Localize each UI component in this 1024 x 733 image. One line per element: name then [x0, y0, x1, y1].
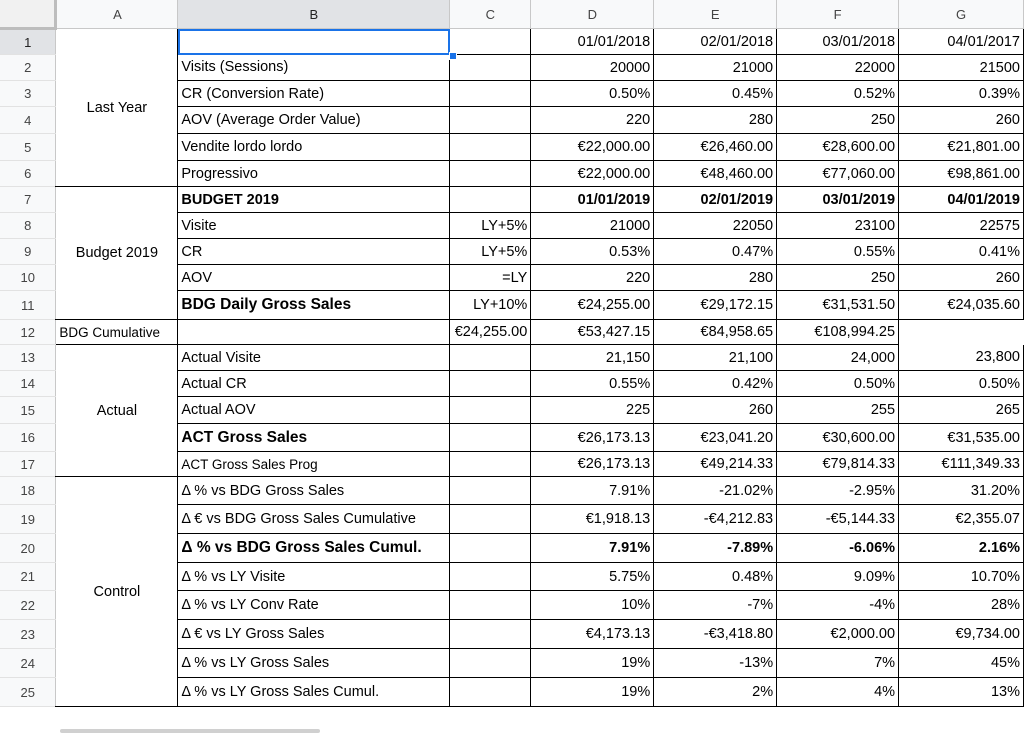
row-header[interactable]: 6 [0, 161, 56, 187]
value-cell-f[interactable]: 250 [777, 107, 899, 134]
value-cell-g[interactable]: €2,355.07 [899, 505, 1024, 534]
value-cell-g[interactable]: 45% [899, 649, 1024, 678]
value-cell-f[interactable]: €84,958.65 [654, 320, 777, 345]
rule-cell[interactable]: LY+5% [450, 239, 531, 265]
value-cell-g[interactable]: €98,861.00 [899, 161, 1024, 187]
row-header[interactable]: 3 [0, 81, 56, 107]
value-cell-e[interactable]: 280 [654, 107, 777, 134]
rule-cell[interactable] [450, 505, 531, 534]
row-header[interactable]: 2 [0, 55, 56, 81]
row-header[interactable]: 21 [0, 563, 56, 591]
rule-cell[interactable] [450, 371, 531, 397]
value-cell-f[interactable]: 22000 [777, 55, 899, 81]
row-header[interactable]: 4 [0, 107, 56, 134]
rule-cell[interactable]: =LY [450, 265, 531, 291]
value-cell-f[interactable]: -2.95% [777, 477, 899, 505]
row-label-cell[interactable]: BUDGET 2019 [178, 187, 450, 213]
value-cell-d[interactable]: 10% [531, 591, 654, 620]
value-cell-g[interactable]: 21500 [899, 55, 1024, 81]
value-cell-g[interactable]: 2.16% [899, 534, 1024, 563]
value-cell-g[interactable]: 0.41% [899, 239, 1024, 265]
row-label-cell[interactable]: Actual AOV [178, 397, 450, 424]
value-cell-e[interactable]: 02/01/2019 [654, 187, 777, 213]
row-header[interactable]: 19 [0, 505, 56, 534]
value-cell-e[interactable]: €48,460.00 [654, 161, 777, 187]
selection-fill-handle[interactable] [449, 52, 457, 60]
group-label[interactable]: Actual [56, 345, 178, 477]
column-header-c[interactable]: C [450, 0, 531, 29]
value-cell-d[interactable]: €22,000.00 [531, 161, 654, 187]
value-cell-e[interactable]: 22050 [654, 213, 777, 239]
row-label-cell[interactable]: ACT Gross Sales [178, 424, 450, 452]
value-cell-f[interactable]: 9.09% [777, 563, 899, 591]
rule-cell[interactable] [450, 424, 531, 452]
row-label-cell[interactable]: Progressivo [178, 161, 450, 187]
row-label-cell[interactable]: Δ % vs LY Visite [178, 563, 450, 591]
value-cell-f[interactable]: -6.06% [777, 534, 899, 563]
value-cell-f[interactable]: 250 [777, 265, 899, 291]
value-cell-e[interactable]: €26,460.00 [654, 134, 777, 161]
row-header[interactable]: 7 [0, 187, 56, 213]
value-cell-g[interactable]: 23,800 [899, 345, 1024, 371]
row-label-cell[interactable]: CR (Conversion Rate) [178, 81, 450, 107]
value-cell-d[interactable]: €24,255.00 [531, 291, 654, 320]
value-cell-d[interactable]: 19% [531, 678, 654, 707]
value-cell-g[interactable]: 10.70% [899, 563, 1024, 591]
select-all-corner[interactable] [0, 0, 56, 29]
value-cell-f[interactable]: 0.50% [777, 371, 899, 397]
column-header-e[interactable]: E [654, 0, 777, 29]
row-header[interactable]: 1 [0, 29, 56, 55]
column-header-g[interactable]: G [899, 0, 1024, 29]
rule-cell[interactable] [450, 345, 531, 371]
value-cell-d[interactable]: 5.75% [531, 563, 654, 591]
rule-cell[interactable] [450, 591, 531, 620]
value-cell-e[interactable]: -13% [654, 649, 777, 678]
value-cell-d[interactable]: 225 [531, 397, 654, 424]
value-cell-f[interactable]: 7% [777, 649, 899, 678]
row-header[interactable]: 14 [0, 371, 56, 397]
row-label-cell[interactable]: Δ % vs BDG Gross Sales Cumul. [178, 534, 450, 563]
table-row [0, 477, 1024, 505]
row-label-cell[interactable]: AOV (Average Order Value) [178, 107, 450, 134]
rule-cell[interactable] [450, 107, 531, 134]
rule-cell[interactable] [450, 187, 531, 213]
rule-cell[interactable] [450, 29, 531, 55]
row-label-cell[interactable]: BDG Cumulative [56, 320, 178, 345]
value-cell-d[interactable]: 7.91% [531, 534, 654, 563]
column-header-f[interactable]: F [777, 0, 899, 29]
value-cell-f[interactable]: 23100 [777, 213, 899, 239]
column-header-a[interactable]: A [56, 0, 178, 29]
value-cell-g[interactable]: 13% [899, 678, 1024, 707]
value-cell-e[interactable]: -21.02% [654, 477, 777, 505]
value-cell-f[interactable]: €77,060.00 [777, 161, 899, 187]
row-label-cell[interactable]: Visite [178, 213, 450, 239]
value-cell-e[interactable]: €29,172.15 [654, 291, 777, 320]
row-label-cell[interactable]: Δ € vs BDG Gross Sales Cumulative [178, 505, 450, 534]
row-header[interactable]: 22 [0, 591, 56, 620]
value-cell-e[interactable]: 260 [654, 397, 777, 424]
rule-cell[interactable] [450, 620, 531, 649]
value-cell-g[interactable]: 22575 [899, 213, 1024, 239]
value-cell-g[interactable]: €31,535.00 [899, 424, 1024, 452]
value-cell-g[interactable]: €21,801.00 [899, 134, 1024, 161]
row-header[interactable]: 11 [0, 291, 56, 320]
table-row [0, 320, 1024, 345]
value-cell-d[interactable]: 20000 [531, 55, 654, 81]
value-cell-e[interactable]: -€3,418.80 [654, 620, 777, 649]
value-cell-f[interactable]: -€5,144.33 [777, 505, 899, 534]
rule-cell[interactable] [450, 55, 531, 81]
value-cell-d[interactable]: 220 [531, 107, 654, 134]
value-cell-g[interactable]: €24,035.60 [899, 291, 1024, 320]
value-cell-g[interactable]: €108,994.25 [777, 320, 899, 345]
row-header[interactable]: 15 [0, 397, 56, 424]
value-cell-d[interactable]: 0.55% [531, 371, 654, 397]
value-cell-f[interactable]: -4% [777, 591, 899, 620]
value-cell-f[interactable]: €30,600.00 [777, 424, 899, 452]
value-cell-g[interactable]: €111,349.33 [899, 452, 1024, 477]
row-header[interactable]: 24 [0, 649, 56, 678]
value-cell-f[interactable]: 0.52% [777, 81, 899, 107]
column-header-b[interactable]: B [178, 0, 450, 29]
column-header-d[interactable]: D [531, 0, 654, 29]
value-cell-f[interactable]: €31,531.50 [777, 291, 899, 320]
value-cell-e[interactable]: €53,427.15 [531, 320, 654, 345]
value-cell-e[interactable]: 0.45% [654, 81, 777, 107]
value-cell-d[interactable]: €1,918.13 [531, 505, 654, 534]
row-header[interactable]: 13 [0, 345, 56, 371]
table-row [0, 345, 1024, 371]
value-cell-g[interactable]: 265 [899, 397, 1024, 424]
rule-cell[interactable] [450, 649, 531, 678]
value-cell-g[interactable]: 31.20% [899, 477, 1024, 505]
rule-cell[interactable] [450, 397, 531, 424]
row-label-cell[interactable]: Δ % vs BDG Gross Sales [178, 477, 450, 505]
value-cell-f[interactable]: 24,000 [777, 345, 899, 371]
value-cell-d[interactable]: 0.53% [531, 239, 654, 265]
row-label-cell[interactable]: BDG Daily Gross Sales [178, 291, 450, 320]
group-label[interactable]: Last Year [56, 29, 178, 187]
rule-cell[interactable] [450, 534, 531, 563]
value-cell-g[interactable]: 28% [899, 591, 1024, 620]
row-label-cell[interactable]: Δ € vs LY Gross Sales [178, 620, 450, 649]
row-header[interactable]: 25 [0, 678, 56, 707]
value-cell-f[interactable]: 4% [777, 678, 899, 707]
value-cell-d[interactable]: 21,150 [531, 345, 654, 371]
row-label-cell[interactable]: Δ % vs LY Gross Sales [178, 649, 450, 678]
value-cell-g[interactable]: 260 [899, 107, 1024, 134]
value-cell-d[interactable]: €24,255.00 [450, 320, 531, 345]
row-header[interactable]: 20 [0, 534, 56, 563]
value-cell-d[interactable]: €26,173.13 [531, 452, 654, 477]
value-cell-e[interactable]: 0.42% [654, 371, 777, 397]
value-cell-e[interactable]: -7% [654, 591, 777, 620]
value-cell-f[interactable]: 03/01/2018 [777, 29, 899, 55]
value-cell-d[interactable]: €22,000.00 [531, 134, 654, 161]
row-header[interactable]: 16 [0, 424, 56, 452]
row-label-cell[interactable]: AOV [178, 265, 450, 291]
value-cell-e[interactable]: 02/01/2018 [654, 29, 777, 55]
value-cell-f[interactable]: 03/01/2019 [777, 187, 899, 213]
row-label-cell[interactable]: ACT Gross Sales Prog [178, 452, 450, 477]
rule-cell[interactable] [450, 81, 531, 107]
value-cell-f[interactable]: €2,000.00 [777, 620, 899, 649]
rule-cell[interactable] [450, 134, 531, 161]
value-cell-d[interactable]: 21000 [531, 213, 654, 239]
row-label-cell[interactable]: Δ % vs LY Conv Rate [178, 591, 450, 620]
table-row [0, 187, 1024, 213]
row-header[interactable]: 17 [0, 452, 56, 477]
value-cell-e[interactable]: 0.48% [654, 563, 777, 591]
row-label-cell[interactable]: Actual CR [178, 371, 450, 397]
rule-cell[interactable]: LY+5% [450, 213, 531, 239]
rule-cell[interactable] [450, 563, 531, 591]
value-cell-e[interactable]: €49,214.33 [654, 452, 777, 477]
value-cell-d[interactable]: €26,173.13 [531, 424, 654, 452]
rule-cell[interactable] [178, 320, 450, 345]
row-header[interactable]: 8 [0, 213, 56, 239]
row-label-cell[interactable]: Δ % vs LY Gross Sales Cumul. [178, 678, 450, 707]
value-cell-e[interactable]: €23,041.20 [654, 424, 777, 452]
value-cell-g[interactable]: 04/01/2019 [899, 187, 1024, 213]
value-cell-f[interactable]: €79,814.33 [777, 452, 899, 477]
value-cell-f[interactable]: 255 [777, 397, 899, 424]
rule-cell[interactable]: LY+10% [450, 291, 531, 320]
rule-cell[interactable] [450, 452, 531, 477]
value-cell-f[interactable]: 0.55% [777, 239, 899, 265]
row-label-cell[interactable]: CR [178, 239, 450, 265]
row-header[interactable]: 23 [0, 620, 56, 649]
value-cell-e[interactable]: 280 [654, 265, 777, 291]
value-cell-e[interactable]: 21,100 [654, 345, 777, 371]
value-cell-d[interactable]: 220 [531, 265, 654, 291]
row-label-cell[interactable]: Actual Visite [178, 345, 450, 371]
row-header[interactable]: 12 [0, 320, 56, 345]
group-label[interactable]: Budget 2019 [56, 187, 178, 320]
value-cell-g[interactable]: 260 [899, 265, 1024, 291]
value-cell-d[interactable]: €4,173.13 [531, 620, 654, 649]
horizontal-scrollbar[interactable] [60, 729, 320, 733]
selected-cell-b1[interactable] [178, 29, 450, 55]
row-header[interactable]: 5 [0, 134, 56, 161]
value-cell-g[interactable]: €9,734.00 [899, 620, 1024, 649]
row-header[interactable]: 10 [0, 265, 56, 291]
row-label-cell[interactable]: Visits (Sessions) [178, 55, 450, 81]
value-cell-e[interactable]: -7.89% [654, 534, 777, 563]
value-cell-d[interactable]: 7.91% [531, 477, 654, 505]
value-cell-e[interactable]: 0.47% [654, 239, 777, 265]
value-cell-g[interactable]: 0.39% [899, 81, 1024, 107]
rule-cell[interactable] [450, 678, 531, 707]
value-cell-d[interactable]: 01/01/2019 [531, 187, 654, 213]
rule-cell[interactable] [450, 161, 531, 187]
value-cell-d[interactable]: 19% [531, 649, 654, 678]
row-label-cell[interactable]: Vendite lordo lordo [178, 134, 450, 161]
value-cell-d[interactable]: 0.50% [531, 81, 654, 107]
value-cell-e[interactable]: -€4,212.83 [654, 505, 777, 534]
row-header[interactable]: 18 [0, 477, 56, 505]
value-cell-g[interactable]: 0.50% [899, 371, 1024, 397]
value-cell-d[interactable]: 01/01/2018 [531, 29, 654, 55]
row-header[interactable]: 9 [0, 239, 56, 265]
group-label[interactable]: Control [56, 477, 178, 707]
value-cell-e[interactable]: 21000 [654, 55, 777, 81]
value-cell-f[interactable]: €28,600.00 [777, 134, 899, 161]
value-cell-g[interactable]: 04/01/2017 [899, 29, 1024, 55]
value-cell-e[interactable]: 2% [654, 678, 777, 707]
table-row [0, 29, 1024, 55]
rule-cell[interactable] [450, 477, 531, 505]
